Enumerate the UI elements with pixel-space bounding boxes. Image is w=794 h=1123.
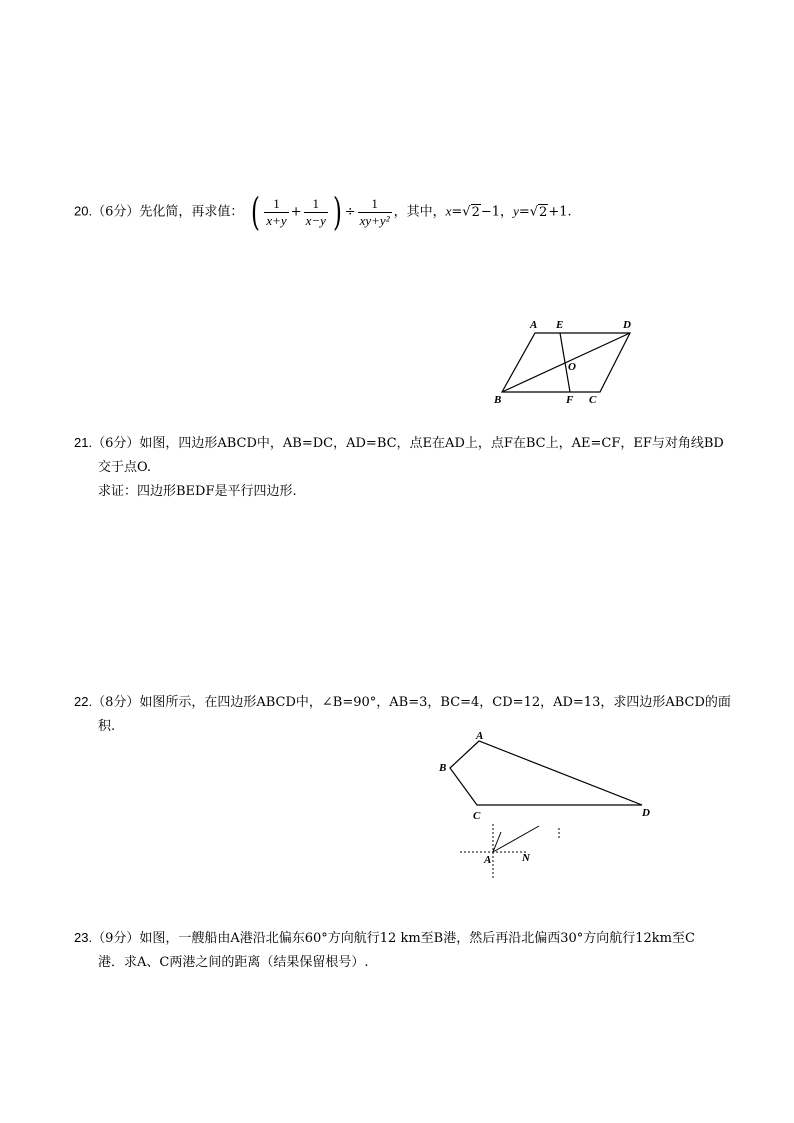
- question-text-line-1: 如图，一艘船由A港沿北偏东60°方向航行12 km至B港，然后再沿北偏西30°方向航行12km至C: [139, 931, 695, 946]
- question-number: 23.: [74, 930, 93, 945]
- label-b: B: [494, 394, 502, 406]
- fraction-3: $\frac{1}{\text{xy+y²}}$: [359, 195, 390, 228]
- right-paren: ): [332, 190, 342, 234]
- label-e: E: [556, 319, 564, 331]
- label-f: F: [566, 394, 574, 406]
- question-points: （6分）: [92, 204, 140, 220]
- question-text-line-1: 如图，四边形ABCD中，AB=DC，AD=BC，点E在AD上，点F在BC上，AE=CF，EF与对角线BD: [139, 436, 724, 451]
- question-text-line-2: 交于点O.: [98, 460, 152, 475]
- question-points: （9分）: [92, 931, 140, 946]
- question-20: 20.（6分）先化简，再求值： ( $\frac{1}{x+y}$ + $\frac{1}{x-y}$ ) ÷ $\frac{1}{\text{xy+y²}}$ ，其中，x=√2−1，y=√2+1.: [74, 190, 572, 234]
- label-a: A: [476, 730, 484, 742]
- route-ab: [493, 826, 539, 852]
- figure-parallelogram: [490, 315, 640, 407]
- question-lead: 先化简，再求值：: [139, 204, 244, 220]
- label-a: A: [530, 319, 538, 331]
- label-o: O: [568, 361, 576, 373]
- label-d: D: [623, 319, 631, 331]
- left-paren: (: [250, 190, 260, 234]
- diagonal-bd: [502, 333, 630, 392]
- question-points: （6分）: [92, 436, 140, 451]
- label-b: B: [439, 762, 447, 774]
- question-text-line-2: 港．求A、C两港之间的距离（结果保留根号）.: [98, 955, 369, 970]
- question-points: （8分）: [92, 695, 140, 710]
- question-23: [74, 926, 695, 975]
- label-d: D: [642, 807, 650, 819]
- route-short: [493, 832, 501, 852]
- question-text-line-2: 积.: [98, 719, 116, 734]
- figure-quadrilateral: [432, 728, 662, 823]
- question-number: 20.: [74, 203, 93, 219]
- fraction-2: $\frac{1}{x-y}$: [305, 195, 326, 228]
- question-text-line-3: 求证：四边形BEDF是平行四边形.: [98, 484, 297, 499]
- fraction-1: $\frac{1}{x+y}$: [266, 195, 287, 228]
- quadrilateral-outline: [450, 741, 642, 805]
- figure-navigation: [456, 822, 566, 880]
- question-number: 21.: [74, 435, 93, 450]
- label-n: N: [522, 852, 530, 864]
- label-a: A: [484, 854, 492, 866]
- question-21: [74, 431, 724, 504]
- label-c: C: [589, 394, 597, 406]
- label-c: C: [473, 810, 481, 822]
- question-text-line-1: 如图所示，在四边形ABCD中，∠B=90°，AB=3，BC=4，CD=12，AD=13，求四边形ABCD的面: [139, 695, 731, 710]
- question-number: 22.: [74, 694, 93, 709]
